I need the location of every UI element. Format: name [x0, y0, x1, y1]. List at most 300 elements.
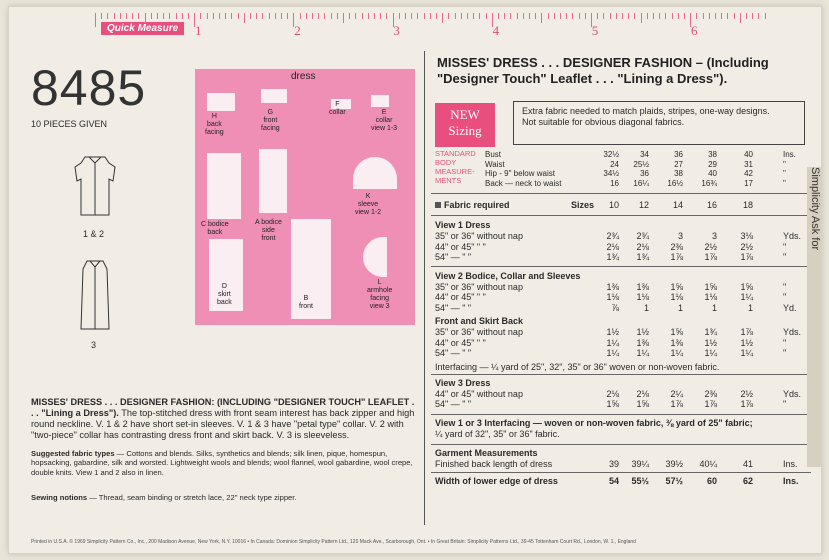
ruler-tick [647, 13, 648, 19]
interfacing-row [431, 418, 811, 429]
ruler-tick [641, 13, 642, 23]
ruler-tick [541, 13, 542, 23]
ruler-tick [225, 13, 226, 19]
ruler-tick [585, 13, 586, 19]
ruler-tick [467, 13, 468, 19]
table-row [431, 292, 811, 303]
ruler-tick [157, 13, 158, 19]
ruler-tick [269, 13, 270, 19]
sewing-notions [31, 493, 417, 502]
ruler-tick [523, 13, 524, 19]
row-unit: Yds. [783, 327, 802, 337]
ruler-tick [455, 13, 456, 19]
ruler-tick [659, 13, 660, 19]
row-value: 1¾ [704, 327, 717, 337]
measurement-unit: " [783, 178, 786, 188]
piece-label-g: G front facing [261, 109, 280, 132]
ruler-tick [114, 13, 115, 19]
row-value: 54 [608, 475, 619, 486]
row-unit: " [783, 252, 787, 262]
section-title-text: View 1 Dress [435, 220, 491, 230]
row-label: 44" or 45" " " [435, 292, 486, 302]
section-title [431, 378, 811, 389]
row-value: 1⅜ [636, 281, 649, 292]
ruler-tick [312, 13, 313, 19]
ruler-tick [678, 13, 679, 19]
ruler-tick [380, 13, 381, 19]
ruler-tick [300, 13, 301, 19]
ruler-tick [417, 13, 418, 19]
piece-label-l: L armhole facing view 3 [367, 279, 393, 310]
side-tab: Simplicity Ask for [807, 167, 821, 467]
new-sizing-line-1: NEW [450, 107, 480, 122]
quick-measure-tag: Quick Measure [101, 22, 184, 35]
garment-title-text: Garment Measurements [435, 447, 538, 458]
row-label: 54" — " " [435, 252, 472, 262]
dress-sketch-view-3 [81, 261, 109, 329]
measurement-label: Back — neck to waist [485, 178, 562, 188]
ruler-tick [461, 13, 462, 19]
row-label: Width of lower edge of dress [435, 475, 558, 486]
ruler-tick [486, 13, 487, 19]
row-value: 2¼ [670, 388, 683, 399]
ruler-tick [529, 13, 530, 19]
ruler-tick [572, 13, 573, 19]
row-value: 1¾ [636, 252, 649, 262]
ruler-number: 3 [393, 23, 400, 38]
row-value: 40¼ [699, 458, 717, 469]
row-value: 2½ [740, 241, 753, 252]
ruler-tick [207, 13, 208, 19]
ruler-tick [182, 13, 183, 19]
ruler-tick [430, 13, 431, 19]
piece-h-shape [207, 93, 235, 111]
row-value: 1¾ [606, 252, 619, 262]
measurement-value: 40 [744, 150, 753, 159]
row-value: 2⅛ [606, 241, 619, 252]
ruler-tick [560, 13, 561, 19]
table-rule [431, 215, 811, 216]
ruler-number: 2 [294, 23, 301, 38]
row-unit: " [783, 281, 787, 292]
ruler-tick [374, 13, 375, 19]
row-unit: " [783, 241, 787, 252]
table-rule [431, 266, 811, 267]
row-value: 1⅛ [636, 292, 649, 302]
table-rule [431, 472, 811, 473]
row-value: 3 [677, 231, 683, 241]
pattern-number: 8485 [31, 60, 147, 116]
bullet-square-icon [435, 202, 441, 208]
dress-sketch-view-1-2 [75, 157, 115, 215]
ruler-tick [721, 13, 722, 19]
row-value: 1 [747, 302, 753, 313]
row-value: 1⅜ [670, 337, 683, 348]
new-sizing-badge [435, 103, 495, 147]
measurement-row [431, 179, 811, 190]
ruler-number: 1 [195, 23, 202, 38]
ruler-tick [554, 13, 555, 19]
measurement-value: 27 [674, 159, 683, 169]
ruler-tick [386, 13, 387, 19]
ruler-tick [746, 13, 747, 19]
row-value: 2¾ [606, 231, 619, 241]
row-value: 1⅝ [670, 281, 683, 292]
ruler-tick [163, 13, 164, 19]
row-value: 2⅜ [704, 388, 717, 399]
interfacing-text: ¼ yard of 32", 35" or 36" fabric. [435, 428, 560, 439]
ruler-tick [349, 13, 350, 19]
ruler-tick [473, 13, 474, 19]
row-value: 1¼ [740, 292, 753, 302]
row-label: 44" or 45" without nap [435, 388, 523, 399]
size-header: 18 [742, 200, 753, 210]
row-value: 1¼ [636, 348, 649, 358]
ruler-tick [138, 13, 139, 19]
ruler-tick [399, 13, 400, 19]
pattern-pieces-diagram [195, 69, 415, 325]
row-unit: Yd. [783, 302, 797, 313]
row-value: 2½ [704, 241, 717, 252]
ruler-tick [169, 13, 170, 19]
row-value: 1⅝ [704, 281, 717, 292]
ruler-tick [665, 13, 666, 19]
table-row [431, 252, 811, 263]
section-title-text: Front and Skirt Back [435, 316, 524, 326]
section-title-text: View 3 Dress [435, 377, 491, 388]
measurement-value: 17 [744, 178, 753, 188]
piece-label-h: H back facing [205, 113, 224, 136]
ruler-tick [250, 13, 251, 19]
row-value: 2⅜ [670, 241, 683, 252]
measurement-value: 42 [744, 169, 753, 178]
row-value: 1⅞ [740, 327, 753, 337]
ruler-tick [734, 13, 735, 19]
ruler-tick [362, 13, 363, 19]
ruler-tick [343, 13, 344, 23]
ruler-tick [597, 13, 598, 19]
ruler-tick [287, 13, 288, 19]
section-title [431, 271, 811, 282]
ruler-tick [479, 13, 480, 19]
ruler-tick [696, 13, 697, 19]
row-value: 1¼ [606, 348, 619, 358]
note-line-2: Not suitable for obvious diagonal fabrics. [522, 117, 685, 127]
pattern-description [31, 397, 417, 441]
ruler-tick [504, 13, 505, 19]
ruler-tick [709, 13, 710, 19]
measurement-value: 25½ [633, 159, 649, 169]
row-value: 1 [711, 302, 717, 313]
ruler-tick [517, 13, 518, 19]
ruler-tick [628, 13, 629, 19]
measurement-value: 40 [708, 169, 717, 178]
ruler-tick [318, 13, 319, 19]
row-label: Finished back length of dress [435, 458, 553, 469]
measurement-value: 36 [640, 169, 649, 178]
table-row [431, 389, 811, 400]
row-value: 1⅛ [670, 292, 683, 302]
ruler-tick [703, 13, 704, 19]
measurement-label: Waist [485, 159, 505, 169]
garment-row [431, 476, 811, 487]
row-value: 1½ [740, 337, 753, 348]
table-rule [431, 444, 811, 445]
measurement-value: 38 [674, 169, 683, 178]
measurement-label: Bust [485, 150, 502, 159]
ruler-tick [331, 13, 332, 19]
measurement-unit: Ins. [783, 150, 796, 159]
row-value: 57½ [665, 475, 683, 486]
table-row [431, 348, 811, 359]
measurement-unit: " [783, 169, 786, 178]
row-value: 2⅛ [636, 241, 649, 252]
ruler-tick [510, 13, 511, 19]
section-title [431, 316, 811, 327]
row-value: 1⅝ [636, 399, 649, 409]
ruler-tick [758, 13, 759, 19]
piece-label-f: F collar [329, 101, 346, 116]
measurement-value: 16 [610, 178, 619, 188]
garment-row [431, 459, 811, 470]
row-label: 35" or 36" without nap [435, 281, 523, 292]
ruler-tick [337, 13, 338, 19]
row-value: 1⅜ [636, 337, 649, 348]
ruler-tick [213, 13, 214, 19]
description-lead: MISSES' DRESS . . . DESIGNER FASHION: (INCLUDING "DESIGNER TOUCH" LEAFLET . . . "Lining a Dress"). [31, 397, 415, 418]
measurement-label: Hip - 9" below waist [485, 169, 555, 178]
row-value: 1¼ [606, 337, 619, 348]
ruler-tick [405, 13, 406, 19]
ruler-tick [727, 13, 728, 19]
row-value: 39¼ [631, 458, 649, 469]
dress-sketches [65, 149, 125, 339]
ruler-tick [740, 13, 741, 23]
table-row [431, 303, 811, 314]
row-value: 1⅞ [704, 252, 717, 262]
notions-text: — Thread, seam binding or stretch lace, 22" neck type zipper. [87, 493, 297, 502]
row-value: 2½ [740, 388, 753, 399]
piece-label-c: C bodice back [201, 221, 229, 236]
table-rule [431, 374, 811, 375]
ruler-tick [219, 13, 220, 19]
piece-e-shape [371, 95, 389, 107]
row-value: 1⅝ [606, 399, 619, 409]
pieces-given: 10 PIECES GIVEN [31, 119, 108, 129]
table-rule [431, 414, 811, 415]
row-value: 1⅛ [704, 292, 717, 302]
row-value: 1⅜ [606, 281, 619, 292]
row-value: 62 [742, 475, 753, 486]
table-row [431, 338, 811, 349]
row-value: ⅞ [611, 302, 619, 313]
fabric-required-header [431, 200, 811, 211]
row-value: 60 [706, 475, 717, 486]
ruler-tick [306, 13, 307, 19]
row-value: 1½ [704, 337, 717, 348]
new-sizing-line-2: Sizing [448, 123, 482, 138]
row-unit: " [783, 292, 787, 302]
ruler-tick [151, 13, 152, 19]
piece-label-k: K sleeve view 1-2 [355, 193, 382, 216]
row-value: 1⅞ [670, 252, 683, 262]
measurement-value: 34 [640, 150, 649, 159]
row-label: 54" — " " [435, 348, 472, 358]
measurement-value: 31 [744, 159, 753, 169]
copyright-footer: Printed in U.S.A. © 1969 Simplicity Pattern Co., Inc., 200 Madison Avenue, New York, N.Y. 10016 • In Canada: Dominion Simplicity Pattern Ltd., 120 Mack Ave., Scarborough, Ont. • In Great Britain: Simplicity Patterns Ltd., 39-45 Tottenham Court Rd., London, W. 1., England [31, 539, 636, 545]
row-value: 1⅝ [670, 327, 683, 337]
garment-measurements-title [431, 448, 811, 459]
ruler-tick [145, 13, 146, 23]
row-value: 3⅛ [740, 231, 753, 241]
diagram-title: dress [291, 71, 316, 82]
ruler-tick [436, 13, 437, 19]
row-value: 1⅝ [740, 281, 753, 292]
piece-l-shape [363, 237, 387, 277]
size-header: 16 [706, 200, 717, 210]
measurement-value: 34½ [603, 169, 619, 178]
ruler-tick [132, 13, 133, 19]
ruler-tick [281, 13, 282, 19]
row-value: 1 [643, 302, 649, 313]
ruler-tick [244, 13, 245, 23]
ruler-tick [424, 13, 425, 19]
ruler-number: 4 [492, 23, 500, 38]
envelope-title: MISSES' DRESS . . . DESIGNER FASHION – (Including "Designer Touch" Leaflet . . . "Lining a Dress"). [437, 55, 769, 86]
row-label: 54" — " " [435, 399, 472, 409]
row-unit: " [783, 399, 787, 409]
row-value: 1⅞ [704, 399, 717, 409]
fabrics-text: — Cottons and blends. Silks, synthetics and blends; silk linen, pique, homespun, hopsacking, gabardine, silk and worsted. Lightweight wools and blends; wool flannel, wool gabardine, wool crepe, double knits. View 1 and 2 also in linen. [31, 449, 413, 477]
table-row [431, 242, 811, 253]
row-unit: Ins. [783, 458, 798, 469]
row-label: 54" — " " [435, 302, 472, 313]
row-value: 2⅛ [636, 388, 649, 399]
row-value: 1¼ [704, 348, 717, 358]
interfacing-row [431, 362, 811, 373]
piece-c-shape [207, 153, 241, 219]
ruler-tick [120, 13, 121, 19]
measure-ruler [67, 13, 757, 39]
row-value: 2¾ [636, 231, 649, 241]
note-line-1: Extra fabric needed to match plaids, stripes, one-way designs. [522, 106, 770, 116]
ruler-tick [715, 13, 716, 19]
row-value: 1⅞ [670, 399, 683, 409]
ruler-tick [498, 13, 499, 19]
measurement-value: 16¼ [633, 178, 649, 188]
column-divider [424, 51, 425, 525]
row-value: 1¼ [740, 348, 753, 358]
ruler-tick [448, 13, 449, 19]
sizes-label: Sizes [571, 200, 595, 210]
ruler-tick [566, 13, 567, 19]
ruler-tick [684, 13, 685, 19]
row-label: 44" or 45" " " [435, 337, 486, 348]
table-row [431, 327, 811, 338]
row-unit: " [783, 348, 787, 358]
ruler-tick [672, 13, 673, 19]
table-row [431, 231, 811, 242]
fabrics-lead: Suggested fabric types [31, 449, 115, 458]
row-value: 2⅛ [606, 388, 619, 399]
ruler-tick [368, 13, 369, 19]
ruler-tick [355, 13, 356, 19]
row-value: 1¼ [670, 348, 683, 358]
row-value: 1⅛ [606, 292, 619, 302]
ruler-tick [535, 13, 536, 19]
size-header: 12 [638, 200, 649, 210]
ruler-tick [107, 13, 108, 19]
row-value: 1½ [606, 327, 619, 337]
piece-a-shape [259, 149, 287, 213]
piece-label-a: A bodice side front [255, 219, 282, 242]
piece-label-b: B front [299, 295, 314, 310]
ruler-tick [610, 13, 611, 19]
pattern-envelope [8, 6, 822, 554]
table-row [431, 282, 811, 293]
row-unit: Ins. [783, 475, 799, 486]
row-label: 35" or 36" without nap [435, 231, 523, 241]
row-unit: " [783, 337, 787, 348]
measurement-unit: " [783, 159, 786, 169]
notions-lead: Sewing notions [31, 493, 88, 502]
piece-label-d: D skirt back [217, 283, 232, 306]
row-value: 1⅞ [740, 252, 753, 262]
ruler-tick [262, 13, 263, 19]
ruler-tick [548, 13, 549, 19]
section-title [431, 220, 811, 231]
ruler-tick [200, 13, 201, 19]
view-label-1-2: 1 & 2 [83, 229, 105, 239]
measurement-value: 16½ [667, 178, 683, 188]
fabric-note-box [513, 101, 805, 145]
fabric-required-label: Fabric required [435, 200, 510, 210]
view-label-3: 3 [91, 340, 97, 350]
ruler-tick [95, 13, 96, 27]
row-label: 44" or 45" " " [435, 241, 486, 252]
row-value: 55½ [631, 475, 649, 486]
measurement-value: 38 [708, 150, 717, 159]
description-body: The top-stitched dress with front seam interest has back zipper and high round neckline. V. 1 & 2 have short set-in sleeves. V. 1 & 3 have "petal type" collar. V. 2 with "two-piece" collar has contrasting dress front and skirt back. V. 3 is sleeveless. [31, 408, 415, 440]
row-value: 3 [711, 231, 717, 241]
ruler-number: 5 [591, 23, 599, 38]
row-value: 39 [608, 458, 619, 469]
standard-body-measurements-label: STANDARD BODY MEASURE- MENTS [435, 149, 476, 185]
ruler-tick [231, 13, 232, 19]
row-unit: Yds. [783, 388, 802, 399]
piece-g-shape [261, 89, 287, 103]
size-header: 14 [672, 200, 683, 210]
ruler-tick [126, 13, 127, 19]
row-label: 35" or 36" without nap [435, 327, 523, 337]
measurement-value: 29 [708, 159, 717, 169]
row-value: 41 [742, 458, 753, 469]
ruler-tick [442, 13, 443, 23]
ruler-tick [634, 13, 635, 19]
row-unit: Yds. [783, 231, 802, 241]
row-value: 39½ [665, 458, 683, 469]
ruler-tick [275, 13, 276, 19]
ruler-tick [411, 13, 412, 19]
suggested-fabrics [31, 449, 417, 477]
interfacing-text: Interfacing — ¼ yard of 25", 32", 35" or 36" woven or non-woven fabric. [435, 361, 720, 372]
row-value: 1 [677, 302, 683, 313]
ruler-tick [765, 13, 766, 19]
table-rule [431, 193, 811, 194]
ruler-tick [176, 13, 177, 19]
row-value: 1½ [636, 327, 649, 337]
ruler-tick [188, 13, 189, 19]
